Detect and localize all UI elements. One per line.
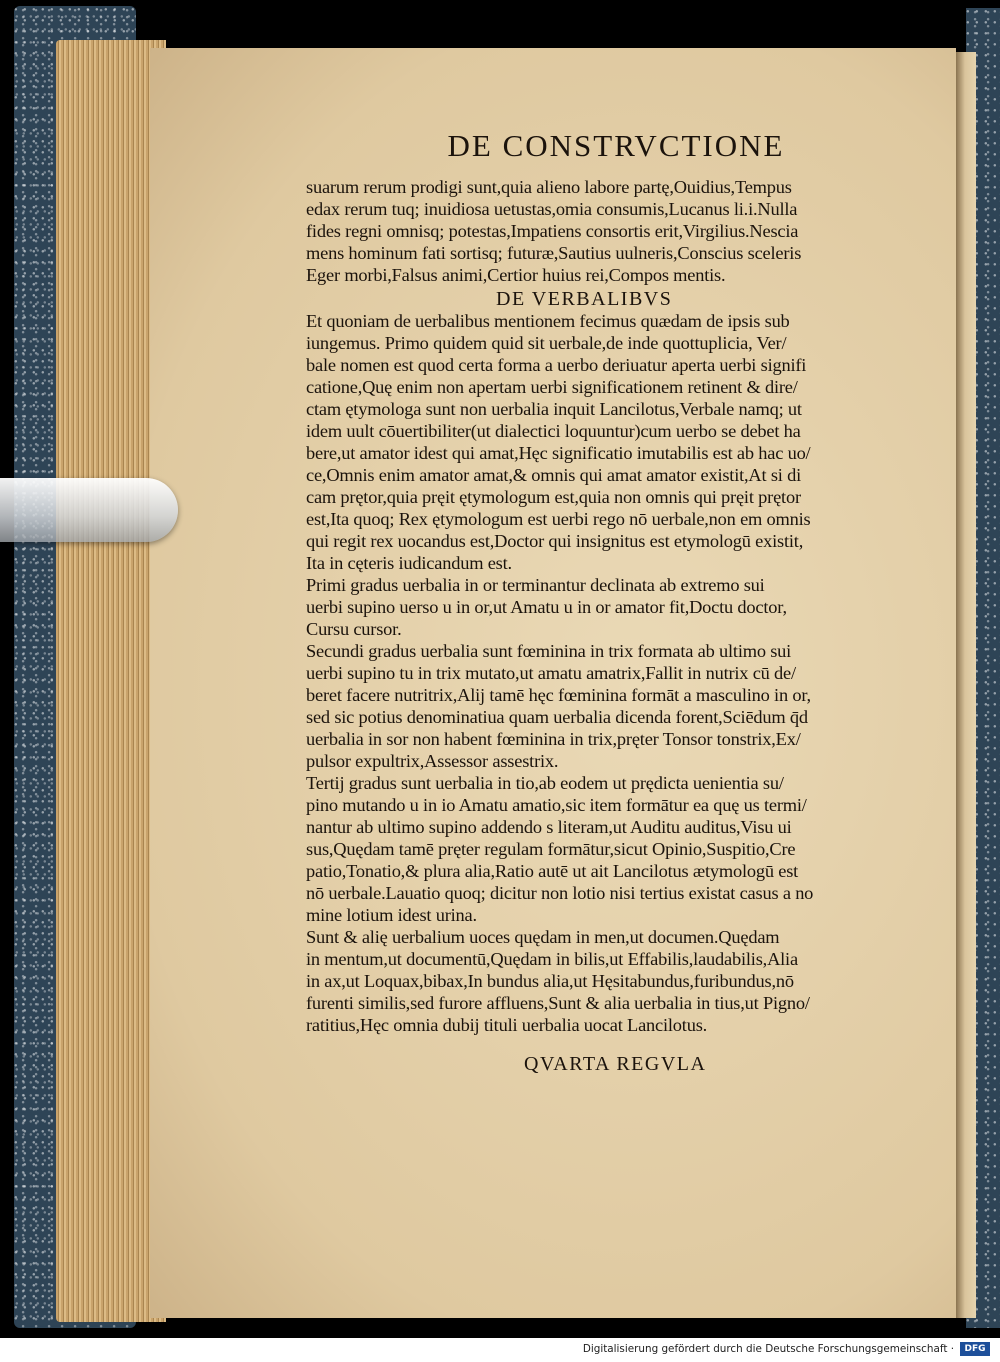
text-line: beret facere nutritrix,Alij tamē hęc fœminina formāt a masculino in or,: [306, 685, 811, 705]
digitization-credit: Digitalisierung gefördert durch die Deutsche Forschungsgemeinschaft ·: [582, 1343, 954, 1355]
text-line: Primi gradus uerbalia in or terminantur declinata ab extremo sui: [306, 575, 765, 595]
text-line: uerbi supino uerso u in or,ut Amatu u in or amator fit,Doctu doctor,: [306, 597, 787, 617]
text-line: in ax,ut Loquax,bibax,In bundus alia,ut Hęsitabundus,furibundus,nō: [306, 971, 794, 991]
text-line: est,Ita quoq; Rex ętymologum est uerbi rego nō uerbale,non em omnis: [306, 509, 811, 529]
text-line: mens hominum fati sortisq; futuræ,Sautius uulneris,Conscius sceleris: [306, 243, 802, 263]
text-line: sed sic potius denominatiua quam uerbalia dicenda forent,Sciēdum q̄d: [306, 707, 808, 727]
text-line: pino mutando u in io Amatu amatio,sic item formātur ea quę us termi/: [306, 795, 807, 815]
facing-page-edge: [956, 52, 976, 1318]
text-line: Eger morbi,Falsus animi,Certior huius rei,Compos mentis.: [306, 265, 726, 285]
text-line: sus,Quędam tamē pręter regulam formātur,sicut Opinio,Suspitio,Cre: [306, 839, 796, 859]
text-block-main: [306, 310, 910, 1036]
text-line: pulsor expultrix,Assessor assestrix.: [306, 751, 559, 771]
text-line: Sunt & alię uerbalium uoces quędam in men,ut documen.Quędam: [306, 927, 780, 947]
text-line: nō uerbale.Lauatio quoq; dicitur non lotio nisi tertius existat casus a no: [306, 883, 814, 903]
dfg-logo: DFG: [960, 1342, 990, 1356]
text-line: ratitius,Hęc omnia dubij tituli uerbalia uocat Lancilotus.: [306, 1015, 708, 1035]
text-line: catione,Quę enim non apertam uerbi significationem retinent & dire/: [306, 377, 798, 397]
text-line: idem uult cōuertibiliter(ut dialectici loquuntur)cum uerbo se debet ha: [306, 421, 801, 441]
text-line: qui regit rex uocandus est,Doctor qui insignitus est etymologū existit,: [306, 531, 804, 551]
text-line: in mentum,ut documentū,Quędam in bilis,ut Effabilis,laudabilis,Alia: [306, 949, 798, 969]
running-head: DE CONSTRVCTIONE: [447, 128, 785, 163]
text-line: fides regni omnisq; potestas,Impatiens consortis erit,Virgilius.Nescia: [306, 221, 799, 241]
text-line: mine lotium idest urina.: [306, 905, 477, 925]
text-line: ctam ętymologa sunt non uerbalia inquit Lancilotus,Verbale namq; ut: [306, 399, 802, 419]
text-line: suarum rerum prodigi sunt,quia alieno labore partę,Ouidius,Tempus: [306, 177, 792, 197]
text-line: ce,Omnis enim amator amat,& omnis qui amat amator existit,At si di: [306, 465, 801, 485]
text-line: Ita in cęteris iudicandum est.: [306, 553, 512, 573]
text-line: furenti similis,sed furore affluens,Sunt & alia uerbalia in tius,ut Pigno/: [306, 993, 810, 1013]
text-line: edax rerum tuq; inuidiosa uetustas,omia consumis,Lucanus li.i.Nulla: [306, 199, 798, 219]
text-line: bere,ut amator idest qui amat,Hęc significatio imutabilis est ab hac uo/: [306, 443, 811, 463]
text-line: iungemus. Primo quidem quid sit uerbale,de inde quottuplicia, Ver/: [306, 333, 787, 353]
section-title: DE VERBALIBVS: [496, 288, 673, 310]
text-line: uerbi supino tu in trix mutato,ut amatu amatrix,Fallit in nutrix cū de/: [306, 663, 796, 683]
text-line: bale nomen est quod certa forma a uerbo deriuatur aperta uerbi signifi: [306, 355, 807, 375]
text-block-top: [306, 176, 910, 286]
text-line: Cursu cursor.: [306, 619, 402, 639]
closing-title: QVARTA REGVLA: [524, 1053, 707, 1075]
text-line: nantur ab ultimo supino addendo s literam,ut Auditu auditus,Visu ui: [306, 817, 792, 837]
text-line: uerbalia in sor non habent fœminina in trix,pręter Tonsor tonstrix,Ex/: [306, 729, 801, 749]
page-marker-tab: [0, 478, 178, 542]
text-line: Tertij gradus sunt uerbalia in tio,ab eodem ut prędicta uenientia su/: [306, 773, 784, 793]
text-line: cam prętor,quia pręit ętymologum est,quia non omnis qui pręit prętor: [306, 487, 801, 507]
text-line: Et quoniam de uerbalibus mentionem fecimus quædam de ipsis sub: [306, 311, 790, 331]
text-line: patio,Tonatio,& plura alia,Ratio autē ut ait Lancilotus ætymologū est: [306, 861, 799, 881]
text-line: Secundi gradus uerbalia sunt fœminina in trix formata ab ultimo sui: [306, 641, 792, 661]
